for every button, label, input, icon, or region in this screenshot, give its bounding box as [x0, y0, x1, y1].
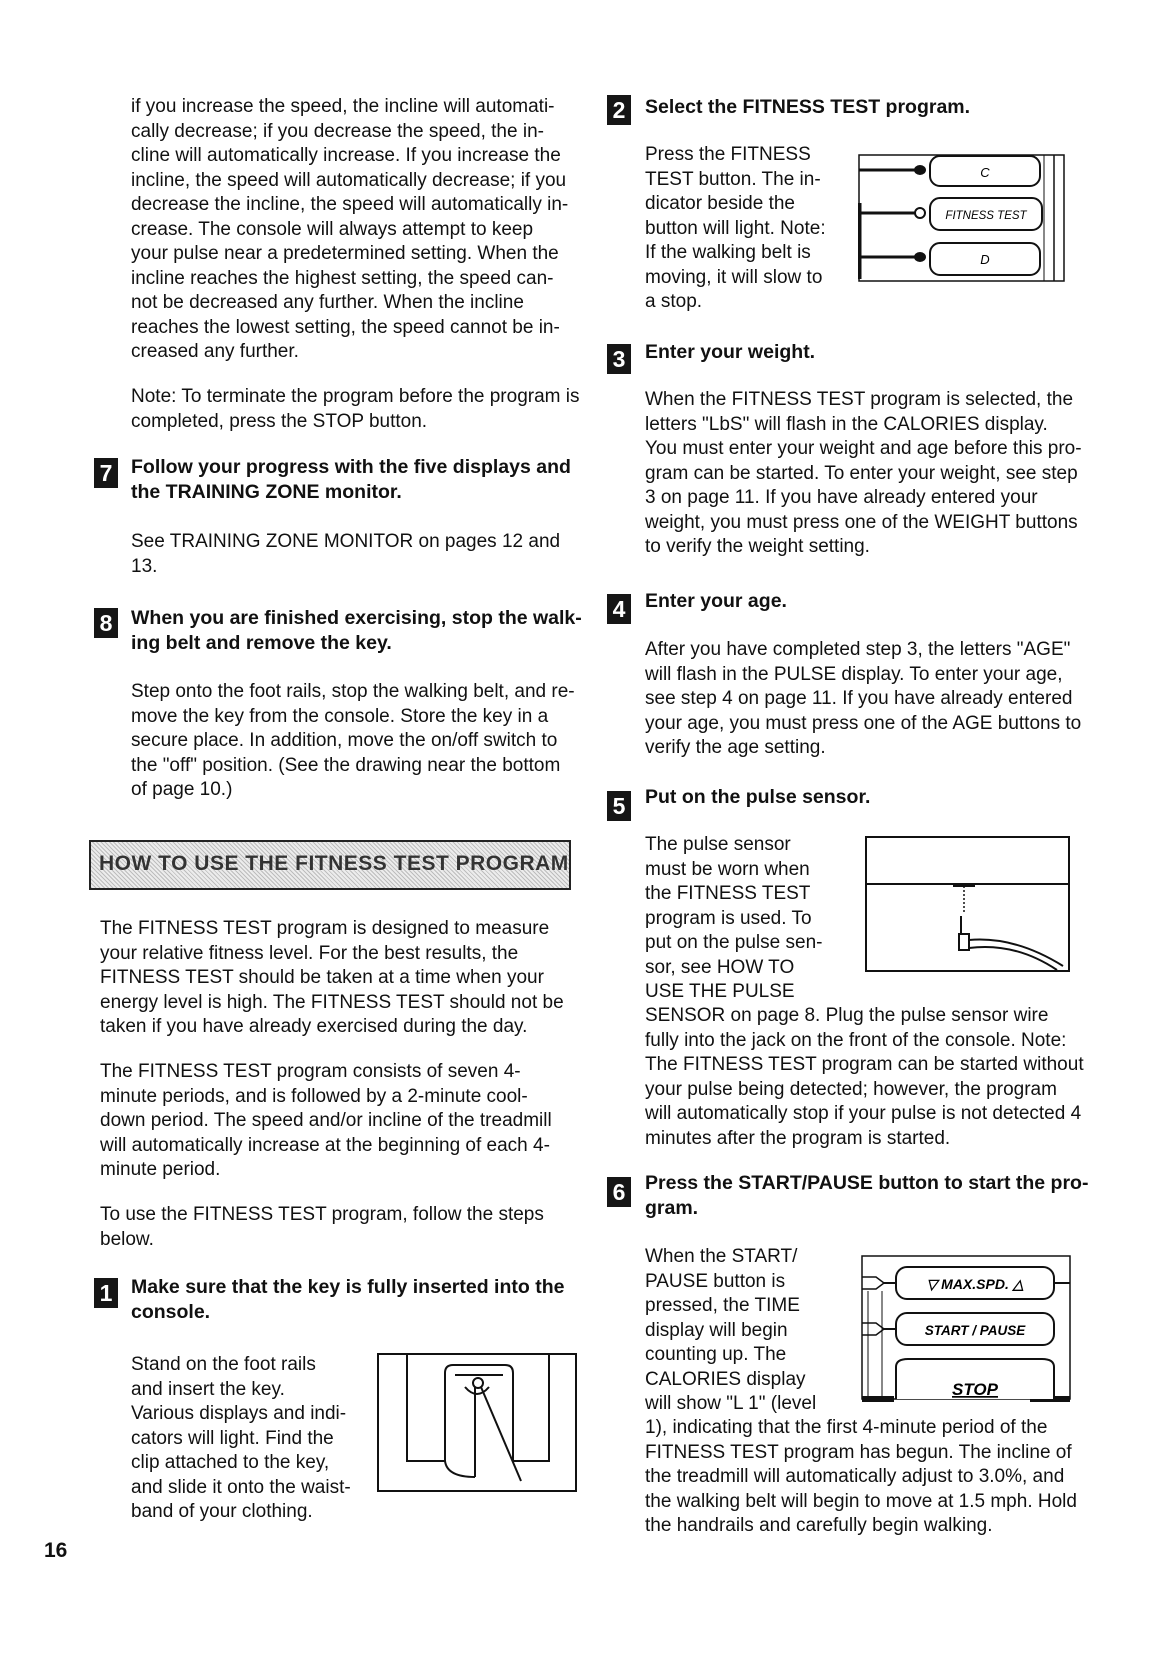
- stop-note: Note: To terminate the program before the program is completed, press the STOP button.: [131, 386, 580, 432]
- step-8-body: Step onto the foot rails, stop the walking belt, and re- move the key from the console. Store the key in a secure place. In addition, move the on/off switch to the "off" position. (See the drawing near the bottom of page 10.): [131, 681, 575, 800]
- step-5-heading: Put on the pulse sensor.: [645, 786, 871, 808]
- section-banner: [89, 840, 571, 890]
- step-5-body-wide: SENSOR on page 8. Plug the pulse sensor wire fully into the jack on the front of the console. Note: The FITNESS TEST program can be started without your pulse being detected; however, the program will automatically stop if your pulse is not detected 4 minutes after the program is started.: [645, 1005, 1084, 1149]
- start-pause-button-diagram: [858, 1255, 1072, 1403]
- step-6-number: 6: [607, 1177, 631, 1207]
- step-7-body: See TRAINING ZONE MONITOR on pages 12 and 13.: [131, 531, 561, 577]
- step-4-body: After you have completed step 3, the letters "AGE" will flash in the PULSE display. To enter your age, see step 4 on page 11. If you have already entered your age, you must press one of the AGE buttons to verify the age setting.: [645, 639, 1082, 758]
- step-2-heading: Select the FITNESS TEST program.: [645, 96, 971, 118]
- section-banner-title: HOW TO USE THE FITNESS TEST PROGRAM: [99, 852, 569, 875]
- d-button-label: D: [980, 252, 990, 267]
- step-5-number: 5: [607, 791, 631, 821]
- key-clip-illustration: [377, 1353, 577, 1493]
- periods-paragraph: The FITNESS TEST program consists of seven 4- minute periods, and is followed by a 2-minute cool- down period. The speed and/or incline of the treadmill will automatically increase at the beginning of each 4- minute period.: [100, 1061, 552, 1180]
- step-3-heading: Enter your weight.: [645, 341, 816, 363]
- step-6-body-wide: 1), indicating that the first 4-minute period of the FITNESS TEST program has begun. The incline of the treadmill will automatically adjust to 3.0%, and the walking belt will begin to move at 1.5 mph. Hold the handrails and carefully begin walking.: [645, 1417, 1077, 1536]
- start-pause-button-label: START / PAUSE: [924, 1323, 1026, 1338]
- intro-fitness-test-paragraph: The FITNESS TEST program is designed to measure your relative fitness level. For the best results, the FITNESS TEST should be taken at a time when your energy level is high. The FITNESS TEST should not be taken if you have already exercised during the day.: [100, 918, 564, 1037]
- step-6-heading: Press the START/PAUSE button to start the pro- gram.: [645, 1172, 1089, 1219]
- c-button-label: C: [980, 165, 990, 180]
- fitness-test-button-diagram: [858, 153, 1068, 285]
- step-2-body: Press the FITNESS TEST button. The in- dicator beside the button will light. Note: If the walking belt is moving, it will slow to a stop.: [645, 144, 826, 312]
- step-4-heading: Enter your age.: [645, 590, 787, 612]
- step-8-number: 8: [94, 608, 118, 638]
- fitness-test-button-label: FITNESS TEST: [945, 210, 1027, 222]
- step-3-body: When the FITNESS TEST program is selected, the letters "LbS" will flash in the CALORIES display. You must enter your weight and age before this pro- gram can be started. To enter your weight, see step 3 on page 11. If you have already entered your weight, you must press one of the WEIGHT buttons to verify the weight setting.: [645, 389, 1082, 557]
- stop-button-label: STOP: [952, 1380, 998, 1399]
- step-6-body-narrow: When the START/ PAUSE button is pressed, the TIME display will begin counting up. The CALORIES display will show "L 1" (level: [645, 1246, 817, 1414]
- step-5-body-narrow: The pulse sensor must be worn when the FITNESS TEST program is used. To put on the pulse sen- sor, see HOW TO USE THE PULSE: [645, 834, 823, 1002]
- step-2-number: 2: [607, 95, 631, 125]
- follow-steps-paragraph: To use the FITNESS TEST program, follow the steps below.: [100, 1204, 544, 1250]
- step-7-number: 7: [94, 458, 118, 488]
- max-speed-button-label: ▽ MAX.SPD. △: [926, 1276, 1024, 1292]
- step-8-heading: When you are finished exercising, stop the walk- ing belt and remove the key.: [131, 607, 582, 654]
- intro-paragraph: if you increase the speed, the incline will automati- cally decrease; if you decrease the speed, the in- cline will automatically increase. If you increase the incline, the speed will automatically decrease; if you decrease the incline, the speed will automatically in- crease. The console will always attempt to keep your pulse near a predetermined setting. When the incline reaches the highest setting, the speed can- not be decreased any further. When the incline reaches the lowest setting, the speed cannot be in- creased any further.: [131, 96, 569, 362]
- step-7-heading: Follow your progress with the five displays and the TRAINING ZONE monitor.: [131, 456, 571, 503]
- step-3-number: 3: [607, 344, 631, 374]
- page-number: 16: [44, 1539, 68, 1562]
- step-4-number: 4: [607, 594, 631, 624]
- step-1-heading: Make sure that the key is fully inserted into the console.: [131, 1276, 565, 1323]
- step-1-body: Stand on the foot rails and insert the key. Various displays and indi- cators will light. Find the clip attached to the key, and slide it onto the waist- band of your clothing.: [131, 1354, 351, 1522]
- step-1-number: 1: [94, 1278, 118, 1308]
- pulse-sensor-illustration: [865, 836, 1071, 974]
